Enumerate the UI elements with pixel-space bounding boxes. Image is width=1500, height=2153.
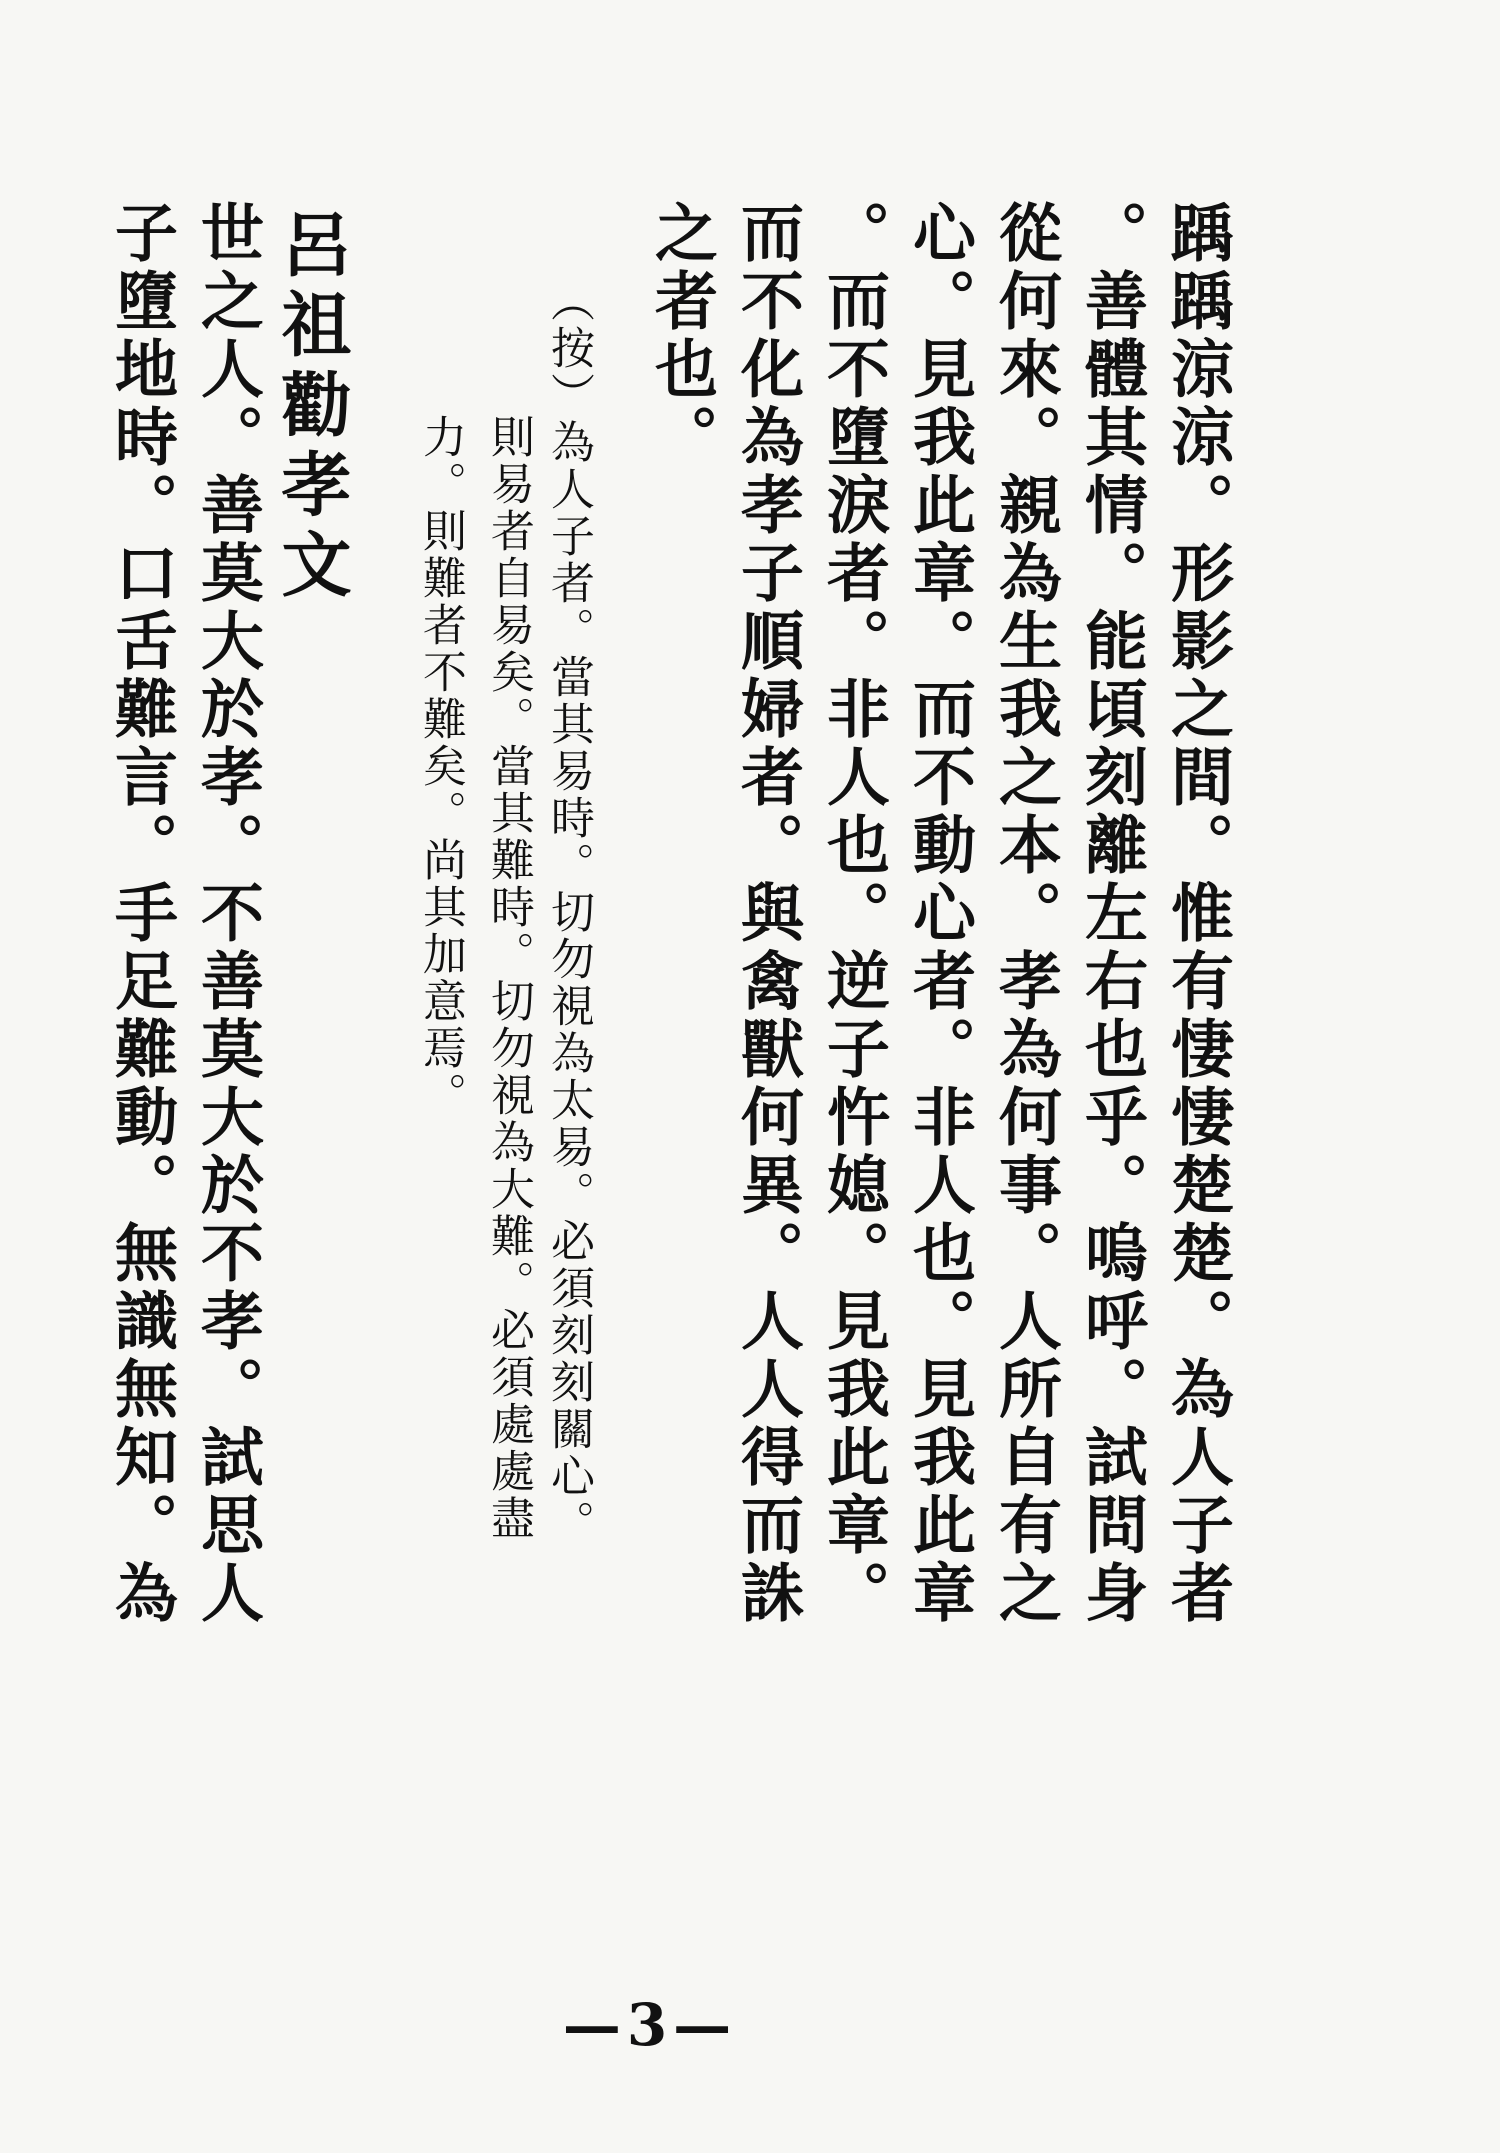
text-column: 從何來。親為生我之本。孝為何事。人所自有之 [989,200,1063,1628]
text-column: 。而不墮淚者。非人也。逆子忤媳。見我此章。 [817,200,891,1628]
note-column: （按）為人子者。當其易時。切勿視為太易。必須刻刻關心。 [543,278,594,1547]
text-column: 之者也。 [645,200,719,472]
note-column: 則易者自易矣。當其難時。切勿視為大難。必須處處盡 [483,414,534,1542]
note-column: 力。則難者不難矣。尚其加意焉。 [415,414,466,1119]
text-column: 子墮地時。口舌難言。手足難動。無識無知。為 [105,200,179,1628]
text-column: 踽踽涼涼。形影之間。惟有悽悽楚楚。為人子者 [1161,200,1235,1628]
text-column: 。善體其情。能頃刻離左右也乎。嗚呼。試問身 [1075,200,1149,1628]
text-column: 心。見我此章。而不動心者。非人也。見我此章 [903,200,977,1628]
page-number: —3— [562,1991,738,2059]
section-title: 呂祖勸孝文 [270,208,352,608]
text-column: 而不化為孝子順婦者。與禽獸何異。人人得而誅 [731,200,805,1628]
text-column: 世之人。善莫大於孝。不善莫大於不孝。試思人 [191,200,265,1628]
